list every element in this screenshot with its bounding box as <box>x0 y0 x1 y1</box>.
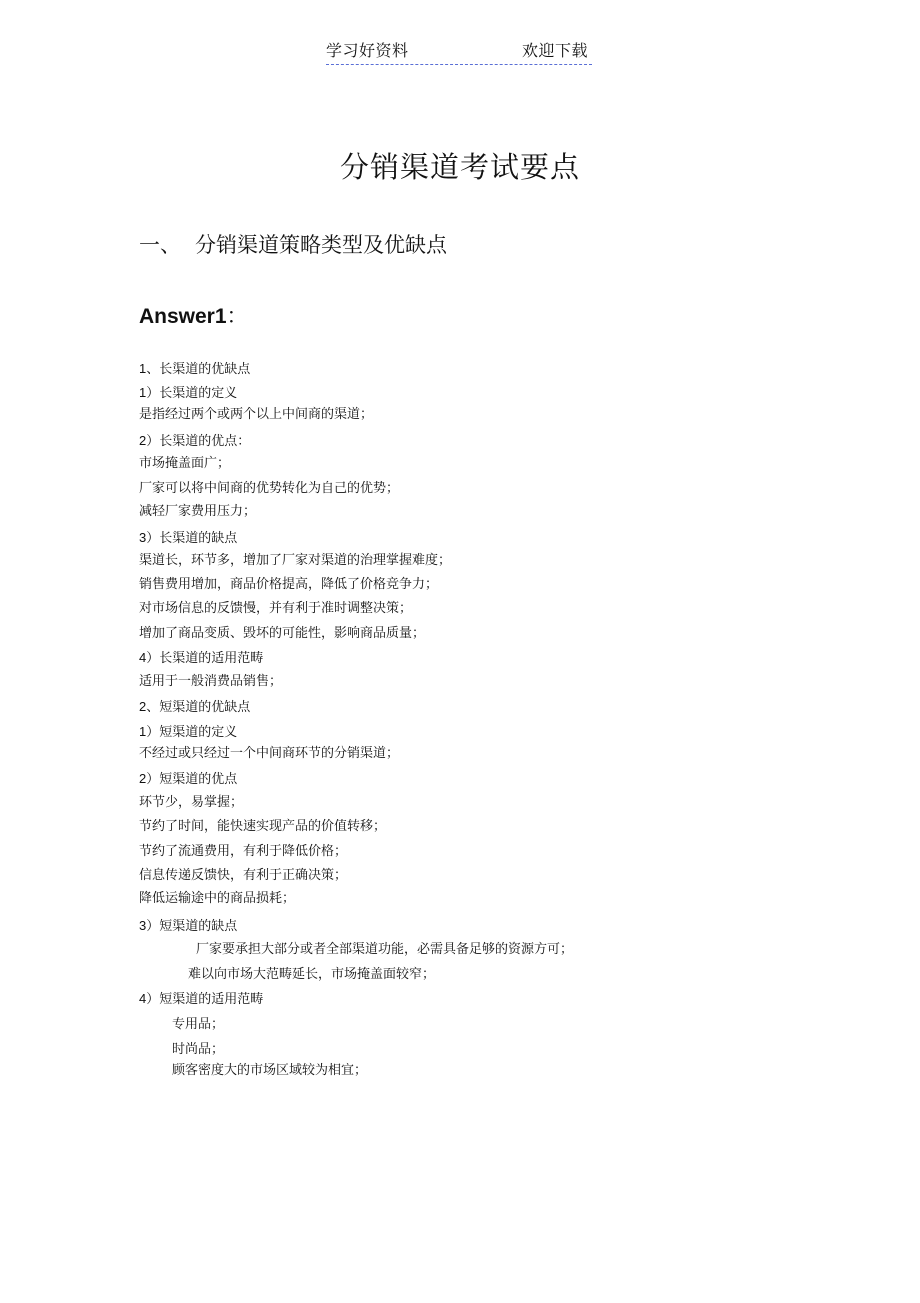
body-line <box>139 890 295 907</box>
body-line <box>139 530 237 547</box>
line-text: 时尚品； <box>172 1042 225 1057</box>
line-number: 4 <box>139 650 147 665</box>
line-text: 顾客密度大的市场区域较为相宜； <box>172 1063 368 1078</box>
body-line <box>139 771 237 788</box>
line-text: 降低运输途中的商品损耗； <box>139 891 296 906</box>
body-line <box>139 455 230 472</box>
section-number: 一、 <box>139 233 181 257</box>
body-line <box>139 794 243 811</box>
line-text: 环节少，易掌握； <box>139 795 244 810</box>
header-left-text: 学习好资料 <box>326 41 409 60</box>
document-title: 分销渠道考试要点 <box>339 150 580 184</box>
body-line <box>139 600 412 617</box>
body-line <box>139 867 347 884</box>
line-text: 专用品； <box>172 1017 225 1032</box>
line-text: ）长渠道的定义 <box>146 386 238 401</box>
page-header <box>326 38 592 65</box>
body-line <box>172 1062 367 1079</box>
line-number: 1 <box>139 361 147 376</box>
section-text: 分销渠道策略类型及优缺点 <box>195 233 447 257</box>
line-text: 渠道长，环节多，增加了厂家对渠道的治理掌握难度； <box>139 553 452 568</box>
line-text: 适用于一般消费品销售； <box>139 674 283 689</box>
line-text: 节约了流通费用，有利于降低价格； <box>139 844 348 859</box>
line-text: ）长渠道的优点： <box>146 434 251 449</box>
body-line <box>139 745 399 762</box>
body-line <box>139 480 399 497</box>
answer-heading <box>139 300 248 330</box>
body-line <box>139 724 237 741</box>
body-line <box>139 650 263 667</box>
line-number: 3 <box>139 530 147 545</box>
line-text: 、长渠道的优缺点 <box>146 362 251 377</box>
line-text: ）短渠道的适用范畴 <box>146 992 264 1007</box>
line-number: 1 <box>139 724 147 739</box>
body-line <box>172 1016 224 1033</box>
body-line <box>139 503 256 520</box>
body-line <box>139 625 425 642</box>
body-line <box>139 361 250 378</box>
body-line <box>139 385 237 402</box>
body-line <box>139 843 347 860</box>
body-line <box>139 918 237 935</box>
body-line <box>172 1041 224 1058</box>
line-text: 市场掩盖面广； <box>139 456 231 471</box>
body-line <box>139 699 250 716</box>
line-text: 不经过或只经过一个中间商环节的分销渠道； <box>139 746 400 761</box>
line-text: ）短渠道的缺点 <box>146 919 238 934</box>
line-text: 厂家要承担大部分或者全部渠道功能，必需具备足够的资源方可； <box>196 942 574 957</box>
line-text: ）长渠道的适用范畴 <box>146 651 264 666</box>
body-line <box>139 991 263 1008</box>
line-text: 、短渠道的优缺点 <box>146 700 251 715</box>
line-number: 2 <box>139 771 147 786</box>
body-line <box>139 406 373 423</box>
body-line <box>188 966 435 983</box>
line-text: 厂家可以将中间商的优势转化为自己的优势； <box>139 481 400 496</box>
body-line <box>139 576 438 593</box>
line-text: 增加了商品变质、毁坏的可能性，影响商品质量； <box>139 626 426 641</box>
line-number: 1 <box>139 385 147 400</box>
answer-colon: ： <box>226 304 248 328</box>
body-line <box>139 673 282 690</box>
answer-label: Answer1 <box>139 305 227 328</box>
line-text: 信息传递反馈快，有利于正确决策； <box>139 868 348 883</box>
line-text: ）短渠道的优点 <box>146 772 238 787</box>
section-heading <box>139 229 447 259</box>
line-number: 2 <box>139 433 147 448</box>
body-line <box>139 433 250 450</box>
line-text: 对市场信息的反馈慢，并有利于准时调整决策； <box>139 601 413 616</box>
line-text: 销售费用增加，商品价格提高，降低了价格竞争力； <box>139 577 439 592</box>
line-number: 3 <box>139 918 147 933</box>
line-text: 是指经过两个或两个以上中间商的渠道； <box>139 407 374 422</box>
line-text: 减轻厂家费用压力； <box>139 504 257 519</box>
line-number: 2 <box>139 699 147 714</box>
line-text: ）长渠道的缺点 <box>146 531 238 546</box>
body-line <box>196 941 573 958</box>
header-right-text: 欢迎下载 <box>522 41 589 60</box>
body-line <box>139 818 386 835</box>
line-text: 难以向市场大范畴延长，市场掩盖面较窄； <box>188 967 436 982</box>
body-line <box>139 552 451 569</box>
line-number: 4 <box>139 991 147 1006</box>
line-text: 节约了时间，能快速实现产品的价值转移； <box>139 819 387 834</box>
line-text: ）短渠道的定义 <box>146 725 238 740</box>
